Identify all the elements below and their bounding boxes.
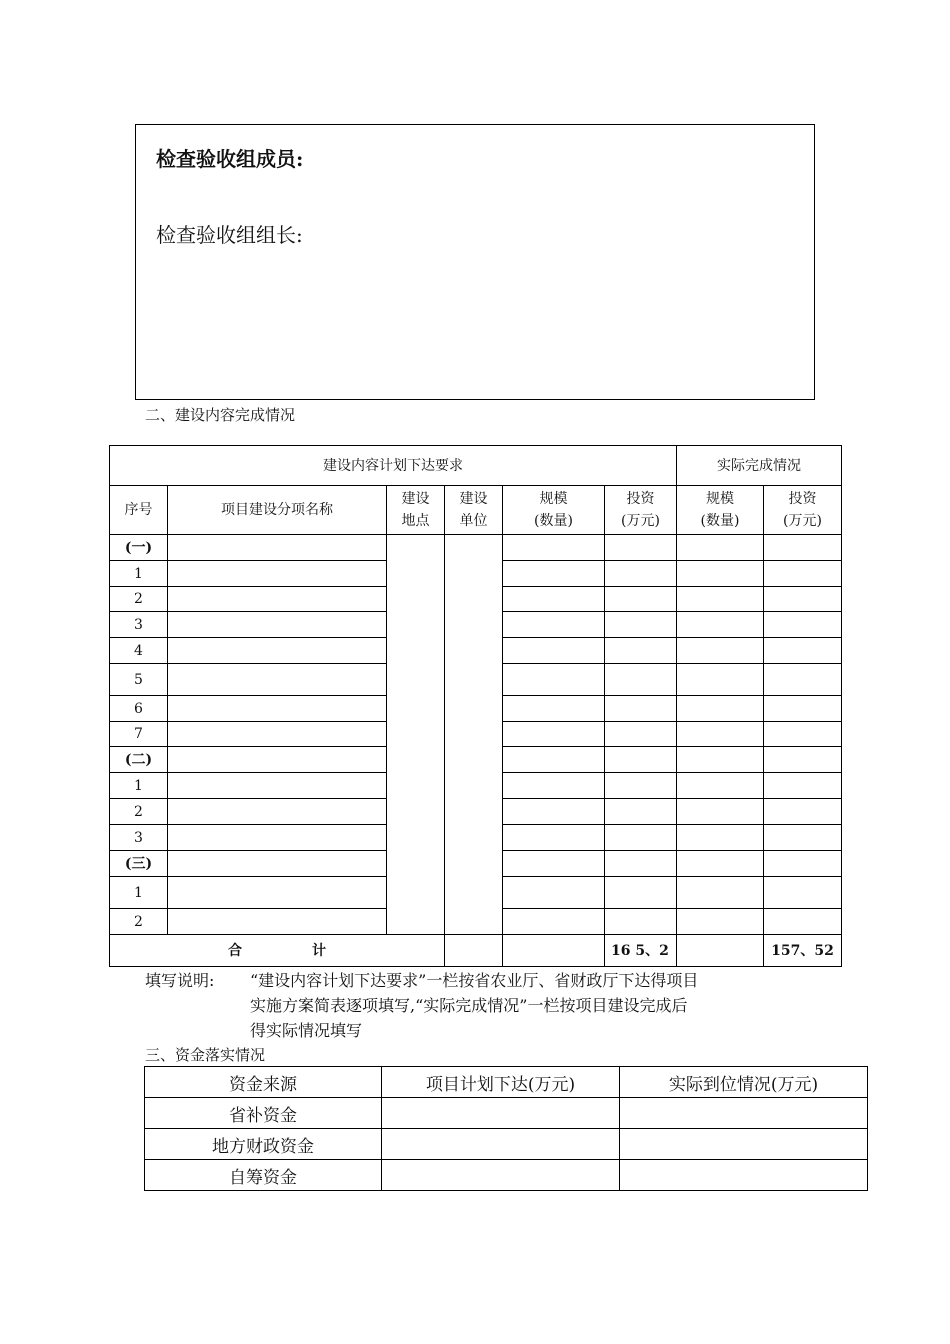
scale-actual-cell xyxy=(677,825,764,851)
header-item-name: 项目建设分项名称 xyxy=(168,486,387,535)
funding-plan-cell xyxy=(382,1129,620,1160)
item-name-cell xyxy=(168,825,387,851)
invest-actual-cell xyxy=(764,773,842,799)
header-location xyxy=(387,486,445,535)
total-scale-plan xyxy=(503,935,605,967)
scale-actual-cell xyxy=(677,638,764,664)
header-unit xyxy=(445,486,503,535)
funding-plan-cell xyxy=(382,1160,620,1191)
header-invest-plan-line1: 投资 xyxy=(626,491,655,507)
header-unit-line2: 单位 xyxy=(459,513,488,529)
scale-plan-cell xyxy=(503,664,605,696)
section3-title: 三、资金落实情况 xyxy=(145,1046,266,1064)
instructions-line: “建设内容计划下达要求”一栏按省农业厅、省财政厅下达得项目 xyxy=(250,971,699,990)
scale-actual-cell xyxy=(677,587,764,612)
scale-plan-cell xyxy=(503,587,605,612)
header-invest-plan-line2: (万元) xyxy=(621,513,660,529)
invest-plan-cell xyxy=(605,877,677,909)
location-merged-cell xyxy=(387,535,445,935)
invest-actual-cell xyxy=(764,535,842,561)
invest-plan-cell xyxy=(605,909,677,935)
invest-plan-cell xyxy=(605,535,677,561)
invest-actual-cell xyxy=(764,909,842,935)
row-seq: (三) xyxy=(110,851,168,877)
item-name-cell xyxy=(168,638,387,664)
item-name-cell xyxy=(168,877,387,909)
scale-plan-cell xyxy=(503,638,605,664)
invest-plan-cell xyxy=(605,799,677,825)
item-name-cell xyxy=(168,773,387,799)
invest-plan-cell xyxy=(605,664,677,696)
scale-actual-cell xyxy=(677,851,764,877)
invest-actual-cell xyxy=(764,612,842,638)
invest-actual-cell xyxy=(764,587,842,612)
invest-actual-cell xyxy=(764,825,842,851)
row-seq: 7 xyxy=(110,722,168,747)
invest-plan-cell xyxy=(605,747,677,773)
row-seq: (二) xyxy=(110,747,168,773)
invest-actual-cell xyxy=(764,561,842,587)
instructions-line: 实施方案简表逐项填写,“实际完成情况”一栏按项目建设完成后 xyxy=(250,996,688,1015)
scale-actual-cell xyxy=(677,747,764,773)
scale-plan-cell xyxy=(503,696,605,722)
instructions-line: 得实际情况填写 xyxy=(250,1021,363,1040)
header-location-line1: 建设 xyxy=(401,491,430,507)
scale-actual-cell xyxy=(677,773,764,799)
unit-merged-cell xyxy=(445,535,503,935)
scale-actual-cell xyxy=(677,722,764,747)
item-name-cell xyxy=(168,612,387,638)
total-invest-plan: 16 5、2 xyxy=(605,935,677,967)
total-scale-actual xyxy=(677,935,764,967)
invest-actual-cell xyxy=(764,851,842,877)
total-unit-cell xyxy=(445,935,503,967)
header-invest-actual xyxy=(764,486,842,535)
header-seq: 序号 xyxy=(110,486,168,535)
funding-header-actual: 实际到位情况(万元) xyxy=(620,1067,868,1098)
header-invest-actual-line2: (万元) xyxy=(783,513,822,529)
scale-actual-cell xyxy=(677,877,764,909)
row-seq: 2 xyxy=(110,909,168,935)
header-scale-plan-line1: 规模 xyxy=(539,491,568,507)
fill-instructions xyxy=(145,968,815,1043)
row-seq: 3 xyxy=(110,612,168,638)
row-seq: 2 xyxy=(110,799,168,825)
invest-plan-cell xyxy=(605,561,677,587)
invest-plan-cell xyxy=(605,851,677,877)
scale-plan-cell xyxy=(503,799,605,825)
invest-actual-cell xyxy=(764,747,842,773)
row-seq: 2 xyxy=(110,587,168,612)
invest-plan-cell xyxy=(605,773,677,799)
funding-source: 地方财政资金 xyxy=(145,1129,382,1160)
invest-plan-cell xyxy=(605,696,677,722)
total-invest-actual: 157、52 xyxy=(764,935,842,967)
row-seq: (一) xyxy=(110,535,168,561)
item-name-cell xyxy=(168,799,387,825)
invest-plan-cell xyxy=(605,587,677,612)
scale-actual-cell xyxy=(677,664,764,696)
item-name-cell xyxy=(168,535,387,561)
team-members-label: 检查验收组成员: xyxy=(156,147,304,171)
scale-plan-cell xyxy=(503,909,605,935)
scale-actual-cell xyxy=(677,909,764,935)
header-scale-actual-line1: 规模 xyxy=(706,491,734,507)
header-scale-plan-line2: (数量) xyxy=(534,513,573,529)
funding-actual-cell xyxy=(620,1160,868,1191)
item-name-cell xyxy=(168,696,387,722)
team-leader-label: 检查验收组组长: xyxy=(156,223,303,247)
header-invest-actual-line1: 投资 xyxy=(788,491,817,507)
plan-group-header: 建设内容计划下达要求 xyxy=(110,446,677,486)
invest-actual-cell xyxy=(764,638,842,664)
inspection-team-box xyxy=(135,124,815,400)
header-invest-plan xyxy=(605,486,677,535)
scale-plan-cell xyxy=(503,535,605,561)
funding-table xyxy=(144,1066,868,1191)
invest-plan-cell xyxy=(605,638,677,664)
scale-actual-cell xyxy=(677,696,764,722)
row-seq: 1 xyxy=(110,561,168,587)
scale-plan-cell xyxy=(503,561,605,587)
actual-group-header: 实际完成情况 xyxy=(677,446,842,486)
funding-actual-cell xyxy=(620,1129,868,1160)
section2-title: 二、建设内容完成情况 xyxy=(145,406,296,424)
total-label-char2: 计 xyxy=(312,942,326,959)
total-label xyxy=(110,935,445,967)
funding-header-plan: 项目计划下达(万元) xyxy=(382,1067,620,1098)
header-scale-plan xyxy=(503,486,605,535)
invest-actual-cell xyxy=(764,799,842,825)
header-unit-line1: 建设 xyxy=(459,491,488,507)
item-name-cell xyxy=(168,664,387,696)
invest-actual-cell xyxy=(764,877,842,909)
scale-plan-cell xyxy=(503,825,605,851)
scale-plan-cell xyxy=(503,612,605,638)
funding-actual-cell xyxy=(620,1098,868,1129)
row-seq: 4 xyxy=(110,638,168,664)
scale-plan-cell xyxy=(503,722,605,747)
scale-plan-cell xyxy=(503,747,605,773)
item-name-cell xyxy=(168,851,387,877)
scale-plan-cell xyxy=(503,773,605,799)
row-seq: 1 xyxy=(110,877,168,909)
total-label-char1: 合 xyxy=(228,942,242,959)
row-seq: 3 xyxy=(110,825,168,851)
invest-actual-cell xyxy=(764,696,842,722)
scale-actual-cell xyxy=(677,561,764,587)
item-name-cell xyxy=(168,909,387,935)
item-name-cell xyxy=(168,587,387,612)
invest-plan-cell xyxy=(605,612,677,638)
construction-table xyxy=(109,445,842,967)
funding-source: 自筹资金 xyxy=(145,1160,382,1191)
row-seq: 5 xyxy=(110,664,168,696)
header-scale-actual xyxy=(677,486,764,535)
funding-source: 省补资金 xyxy=(145,1098,382,1129)
funding-plan-cell xyxy=(382,1098,620,1129)
scale-plan-cell xyxy=(503,877,605,909)
instructions-label: 填写说明: xyxy=(145,971,215,990)
invest-actual-cell xyxy=(764,664,842,696)
invest-plan-cell xyxy=(605,825,677,851)
header-location-line2: 地点 xyxy=(401,513,430,529)
item-name-cell xyxy=(168,747,387,773)
scale-actual-cell xyxy=(677,799,764,825)
row-seq: 6 xyxy=(110,696,168,722)
invest-plan-cell xyxy=(605,722,677,747)
item-name-cell xyxy=(168,722,387,747)
header-scale-actual-line2: (数量) xyxy=(700,513,740,529)
scale-plan-cell xyxy=(503,851,605,877)
funding-header-source: 资金来源 xyxy=(145,1067,382,1098)
item-name-cell xyxy=(168,561,387,587)
scale-actual-cell xyxy=(677,535,764,561)
scale-actual-cell xyxy=(677,612,764,638)
row-seq: 1 xyxy=(110,773,168,799)
invest-actual-cell xyxy=(764,722,842,747)
